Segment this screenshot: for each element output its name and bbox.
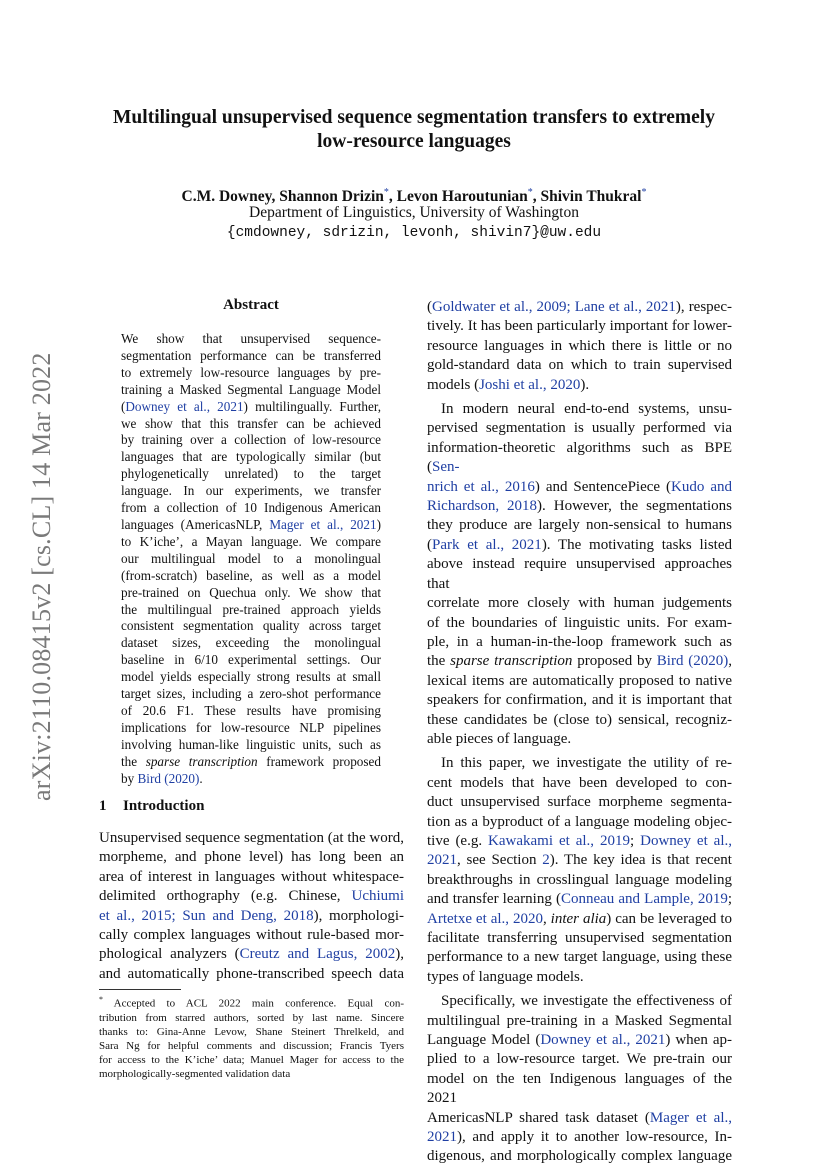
paper-title (60, 106, 768, 154)
abstract-line: implications for low-resource NLP pipelines (121, 719, 381, 735)
body-line (99, 907, 404, 926)
citation-link[interactable]: Richardson, 2018 (427, 498, 538, 515)
equal-contribution-mark: * (527, 187, 533, 198)
abstract-line: involving human-like linguistic units, such as (121, 736, 381, 752)
citation-link[interactable]: Uchiumi (351, 888, 404, 905)
abstract-line (121, 754, 381, 771)
footnote-mark: * (99, 995, 103, 1004)
body-text: models ( (427, 376, 480, 393)
body-line: pervised segmentation is usually performed via (427, 420, 732, 437)
abstract-line: the multilingual pre-trained approach yields (121, 601, 381, 617)
emphasis-text: sparse transcription (450, 653, 573, 670)
body-line (427, 439, 732, 478)
body-line: model on the ten Indigenous languages of the 2021 (427, 1070, 732, 1107)
body-line: morpheme, and phone level) has long been an (99, 849, 404, 866)
abstract-text: by (121, 770, 138, 786)
footnote-text: Accepted to ACL 2022 main conference. Equal con- (103, 997, 404, 1010)
body-line: speakers for confirmation, and it is important that (427, 692, 732, 709)
body-line: Unsupervised sequence segmentation (at the word, (99, 830, 404, 846)
body-text: phological analyzers ( (99, 946, 240, 963)
body-line: of the boundaries of linguistic units. For exam- (427, 614, 732, 631)
citation-link[interactable]: Downey et al., 2021 (540, 1032, 666, 1049)
citation-link[interactable]: Mager et al., 2021 (269, 516, 377, 532)
body-text: ( (427, 536, 432, 553)
body-line: area of interest in languages without whitespace- (99, 868, 404, 885)
body-line (99, 945, 404, 964)
body-line: lexical items are automatically proposed to native (427, 672, 732, 689)
abstract-body (121, 331, 381, 787)
body-line (427, 832, 732, 851)
body-text: , (542, 910, 551, 927)
body-text: proposed by (572, 653, 657, 670)
body-text: the (427, 653, 451, 670)
paragraph-1 (427, 298, 732, 395)
body-line (427, 890, 732, 909)
body-line: resource languages in which there is little or no (427, 337, 732, 354)
body-line (427, 1109, 732, 1128)
citation-link[interactable]: Joshi et al., 2020 (479, 376, 581, 393)
author-thukral: , Shivin Thukral (532, 188, 642, 206)
body-text: Language Model ( (427, 1032, 541, 1049)
body-text: information-theoretic algorithms such as BPE ( (427, 439, 732, 476)
body-line: multilingual pre-training in a Masked Segmental (427, 1012, 732, 1029)
abstract-line: by training over a collection of low-resource (121, 432, 381, 448)
body-text: ). The motivating tasks listed (541, 536, 732, 553)
body-text: ), (395, 946, 404, 963)
body-text: ), and apply it to another low-resource, In- (457, 1129, 732, 1146)
body-text: ), morphologi- (313, 907, 404, 924)
body-line: plied to a low-resource target. We pre-train our (427, 1051, 732, 1068)
emphasis-text: inter alia (550, 910, 607, 927)
author-haroutunian: , Levon Haroutunian (388, 188, 528, 206)
paragraph-4 (427, 992, 732, 1167)
body-line (427, 497, 732, 516)
citation-link[interactable]: Park et al., 2021 (432, 536, 542, 553)
body-line: tion as a byproduct of a language modeling objec- (427, 813, 732, 830)
body-line: and automatically phone-transcribed speech data (99, 965, 404, 982)
abstract-line: languages that are typologically similar (but (121, 449, 381, 465)
footnote-line: Sara Ng for helpful comments and discussion; Francis Tyers (99, 1039, 404, 1052)
body-line: cent models that have been developed to con- (427, 774, 732, 791)
body-line: ple, in a human-in-the-loop framework such as (427, 633, 732, 650)
footnote-line: thanks to: Gina-Anne Levow, Shane Steinert Threlkeld, and (99, 1025, 404, 1038)
abstract-line: (Downey et al., 2021) multilingually. Further, (121, 398, 381, 414)
citation-link[interactable]: Sen- (432, 459, 460, 476)
body-line: able pieces of language. (427, 730, 572, 747)
abstract-line: model yields especially strong results at small (121, 669, 381, 685)
body-text: , see Section (457, 852, 543, 869)
body-line: gold-standard data on which to train supervised (427, 357, 732, 374)
body-text: tive (e.g. (427, 832, 489, 849)
body-text: and transfer learning ( (427, 891, 561, 908)
body-line: digenous, and morphologically complex language (427, 1148, 732, 1165)
abstract-line: of 20.6 F1. These results have promising (121, 702, 381, 718)
citation-link[interactable]: 2021 (427, 1129, 457, 1146)
citation-link[interactable]: Downey et al., 2021 (125, 398, 244, 414)
title-line-1: Multilingual unsupervised sequence segmentation transfers to extremely (113, 107, 715, 128)
abstract-text: ) multilingually. Further, (243, 398, 381, 414)
body-text: ). However, the segmentations (537, 498, 732, 515)
body-line: facilitate transferring unsupervised segmentation (427, 930, 732, 946)
abstract-line: to K’iche’, a Mayan language. We compare (121, 533, 381, 549)
body-text: AmericasNLP shared task dataset ( (427, 1109, 650, 1126)
footnote-divider (99, 989, 181, 990)
body-text: , (728, 653, 732, 670)
body-text: ) and SentencePiece ( (534, 478, 672, 495)
abstract-line: We show that unsupervised sequence- (121, 331, 381, 346)
citation-link[interactable]: Kawakami et al., 2019 (488, 832, 631, 849)
abstract-text: ) (376, 516, 381, 532)
abstract-line: (from-scratch) baseline, as well as a model (121, 567, 381, 583)
emphasis-text: sparse transcription (145, 753, 258, 769)
equal-contribution-mark: * (641, 187, 647, 198)
body-line (427, 536, 732, 555)
citation-link[interactable]: Conneau and Lample, 2019 (560, 891, 728, 908)
abstract-line (121, 771, 381, 788)
footnote-line (99, 993, 404, 1011)
body-line: In this paper, we investigate the utility of re- (441, 755, 732, 772)
body-line: tively. It has been particularly important for lower- (427, 318, 732, 335)
body-line: cally complex languages without rule-based mor- (99, 927, 404, 944)
section-number: 1 (99, 798, 107, 814)
citation-link[interactable]: Creutz and Lagus, 2002 (239, 946, 396, 963)
body-line (427, 298, 732, 317)
body-line (427, 910, 732, 929)
citation-link[interactable]: Artetxe et al., 2020 (427, 910, 543, 927)
body-text: ; (727, 891, 733, 908)
body-line (427, 1128, 732, 1147)
body-text: ( (427, 299, 432, 315)
abstract-line: language. In our experiments, we transfer (121, 483, 381, 499)
body-line: these candidates be (close to) sensical, recogniz- (427, 711, 732, 728)
author-emails: {cmdowney, sdrizin, levonh, shivin7}@uw.edu (226, 225, 602, 241)
citation-link[interactable]: Bird (2020) (656, 653, 729, 670)
citation-link[interactable]: Kudo and (671, 478, 732, 495)
citation-link[interactable]: 2021 (427, 852, 457, 869)
citation-link[interactable]: nrich et al., 2016 (427, 478, 535, 495)
body-line (427, 376, 732, 395)
footnote-line: tribution from starred authors, sorted by last name. Sincere (99, 1011, 404, 1024)
abstract-line: segmentation performance can be transferred (121, 347, 381, 363)
body-line: above instead require unsupervised approaches that (427, 556, 732, 592)
affiliation: Department of Linguistics, University of Washington (249, 204, 579, 221)
body-line (99, 887, 404, 906)
abstract-line: dataset sizes, exceeding the monolingual (121, 635, 381, 651)
body-line: Specifically, we investigate the effectiveness of (441, 993, 732, 1010)
body-line: correlate more closely with human judgements (427, 595, 732, 612)
arxiv-identifier: arXiv:2110.08415v2 [cs.CL] 14 Mar 2022 (27, 352, 56, 801)
author-drizin: Shannon Drizin (279, 188, 384, 206)
abstract-line: training a Masked Segmental Language Model (121, 381, 381, 397)
abstract-line: to extremely low-resource languages by pre- (121, 364, 381, 380)
citation-link[interactable]: Goldwater et al., 2009; Lane et al., 2021 (432, 299, 676, 315)
body-line (427, 478, 732, 497)
paragraph-2 (427, 400, 732, 749)
body-line (427, 851, 732, 870)
body-text: ; (630, 832, 641, 849)
section-title: Introduction (123, 798, 205, 814)
right-column (427, 298, 732, 1172)
footnote-line: for access to the K’iche’ data; Manuel Mager for access to the (99, 1053, 404, 1066)
body-text: ) can be leveraged to (606, 910, 733, 927)
abstract-line: pre-trained on Quechua only. We show that (121, 584, 381, 600)
body-text: delimited orthography (e.g. Chinese, (99, 888, 352, 905)
abstract-line (121, 517, 381, 534)
section-heading-introduction (99, 798, 204, 815)
abstract-line: from a collection of 10 Indigenous American (121, 500, 381, 516)
abstract-line: phylogenetically unrelated) to the target (121, 466, 381, 482)
abstract-line: consistent segmentation quality across target (121, 618, 381, 634)
footnote (99, 993, 404, 1081)
body-line: breakthroughs in crosslingual language modeling (427, 871, 732, 888)
body-line: they produce are largely non-sensical to humans (427, 517, 732, 534)
citation-link[interactable]: et al., 2015; Sun and Deng, 2018 (99, 907, 314, 924)
abstract-text: the (121, 753, 146, 769)
citation-link[interactable]: Downey et al., (640, 832, 733, 849)
abstract-text: framework proposed (257, 753, 381, 769)
body-text: ), respec- (675, 299, 732, 315)
introduction-paragraph (99, 829, 404, 984)
body-text: ). The key idea is that recent (549, 852, 732, 869)
abstract-text: languages (AmericasNLP, (121, 516, 270, 532)
abstract-line: our multilingual model to a monolingual (121, 550, 381, 566)
abstract-line: baseline in 6/10 experimental settings. Our (121, 652, 381, 668)
citation-link[interactable]: Bird (2020) (137, 770, 200, 786)
body-line: duct unsupervised surface morpheme segmenta- (427, 794, 732, 811)
footnote-line: morphologically-segmented validation data (99, 1067, 291, 1080)
title-line-2: low-resource languages (317, 131, 511, 152)
body-line (427, 652, 732, 671)
equal-contribution-mark: * (383, 187, 389, 198)
citation-link[interactable]: Mager et al., (649, 1109, 732, 1126)
abstract-heading: Abstract (223, 297, 279, 313)
abstract-line: target sizes, including a zero-shot performance (121, 686, 381, 702)
abstract-line: we show that this transfer can be achieved (121, 415, 381, 431)
body-line: types of language models. (427, 968, 584, 985)
abstract-text: . (199, 770, 203, 786)
body-line: In modern neural end-to-end systems, unsu- (441, 401, 732, 418)
body-line: performance to a new target language, using these (427, 949, 732, 966)
body-text: ) when ap- (665, 1032, 733, 1049)
section-reference-link[interactable]: 2 (542, 852, 550, 869)
author-downey: C.M. Downey, (181, 188, 280, 206)
body-text: ). (580, 376, 590, 393)
body-line (427, 1031, 732, 1050)
paragraph-3 (427, 754, 732, 987)
